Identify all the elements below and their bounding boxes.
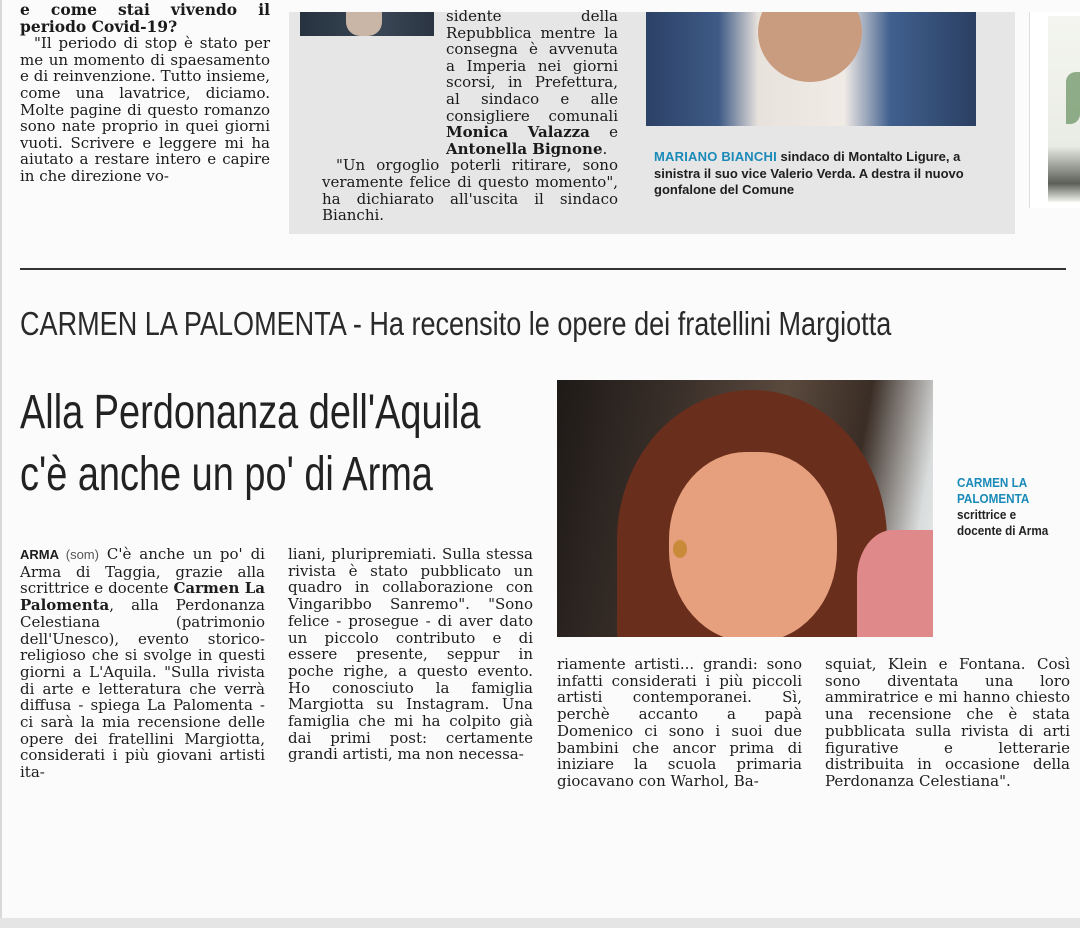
- sidebar-news-text: [322, 8, 618, 224]
- headline-line-2: c'è anche un po' di Arma: [20, 448, 433, 501]
- article-column-1: ARMA (som) C'è anche un po' di Arma di Taggia, grazie alla scrittrice e docente Carmen La Palomenta, alla Perdonanza Celestiana (patrimonio dell'Unesco), evento storico-religioso che si svolge in questi giorni a L'Aquila. "Sulla rivista di arte e letteratura che verrà diffusa - spiega La Palomenta - ci sarà la mia recensione delle opere dei fratellini Margiotta, considerati i più giovani artisti ita-: [20, 545, 266, 782]
- caption-name: MARIANO BIANCHI: [654, 149, 777, 164]
- interview-question: e come stai vivendo il periodo Covid-19?: [20, 0, 270, 36]
- byline: (som): [59, 547, 99, 562]
- article-kicker: CARMEN LA PALOMENTA - Ha recensito le opere dei fratellini Margiotta: [20, 305, 892, 342]
- sidebar-paragraph-1: sidente della Repubblica mentre la consegna è avvenuta a Imperia nei giorni scorsi, in Prefettura, al sindaco e alle consigliere comunali Monica Valazza e Antonella Bignone.: [446, 7, 618, 158]
- section-divider: [20, 268, 1066, 270]
- dateline: ARMA: [20, 547, 59, 562]
- portrait-caption-text: scrittrice e docente di Arma: [957, 507, 1049, 538]
- headline-line-1: Alla Perdonanza dell'Aquila: [20, 386, 481, 439]
- article-column-3: riamente artisti... grandi: sono infatti considerati i più piccoli artisti contemporanei. Sì, perchè accanto a papà Domenico ci sono i suoi due bambini che ancor prima di iniziare la scuola primaria giocavano con Warhol, Ba-: [557, 655, 802, 790]
- councillor-name-1: Monica Valazza: [446, 123, 590, 142]
- portrait-caption: [957, 475, 1056, 539]
- page-edge: [0, 0, 2, 928]
- mayor-photo: [646, 12, 976, 126]
- article-column-4: squiat, Klein e Fontana. Così sono diventata una loro ammiratrice e mi hanno chiesto una recensione che è stata pubblicata sulla rivista di arti figurative e letterarie distribuita in occasione della Perdonanza Celestiana".: [825, 655, 1070, 790]
- sidebar-paragraph-2: "Un orgoglio poterli ritirare, sono veramente felice di questo momento", ha dichiarato all'uscita il sindaco Bianchi.: [322, 156, 618, 225]
- mayor-photo-caption: MARIANO BIANCHI sindaco di Montalto Ligure, a sinistra il suo vice Valerio Verda. A destra il nuovo gonfalone del Comune: [654, 149, 964, 197]
- right-edge-photo: [1029, 12, 1080, 208]
- article-column-2: liani, pluripremiati. Sulla stessa rivista è stato pubblicato un quadro in collaborazione con Vingaribbo Sanremo". "Sono felice - prosegue - di aver dato un piccolo contributo e di essere presente, seppur in poche righe, a questo evento. Ho conosciuto la famiglia Margiotta su Instagram. Una famiglia che mi ha colpito già dai primi post: certamente grandi artisti, ma non necessa-: [288, 545, 533, 764]
- subject-name: Carmen La Palomenta: [20, 579, 266, 615]
- previous-article-column: [20, 2, 270, 185]
- interview-answer: "Il periodo di stop è stato per me un momento di spaesamento e di reinvenzione. Tutto insieme, come una lavatrice, diciamo. Molte pagine di questo romanzo sono nate proprio in quei giorni vuoti. Scrivere e leggere mi ha aiutato a restare intero e capire in che direzione vo-: [20, 34, 270, 185]
- portrait-caption-name: CARMEN LA PALOMENTA: [957, 475, 1030, 506]
- portrait-photo: [557, 380, 933, 637]
- councillor-name-2: Antonella Bignone: [446, 139, 603, 158]
- article-headline: [20, 382, 526, 506]
- footer-bar: [0, 918, 1080, 928]
